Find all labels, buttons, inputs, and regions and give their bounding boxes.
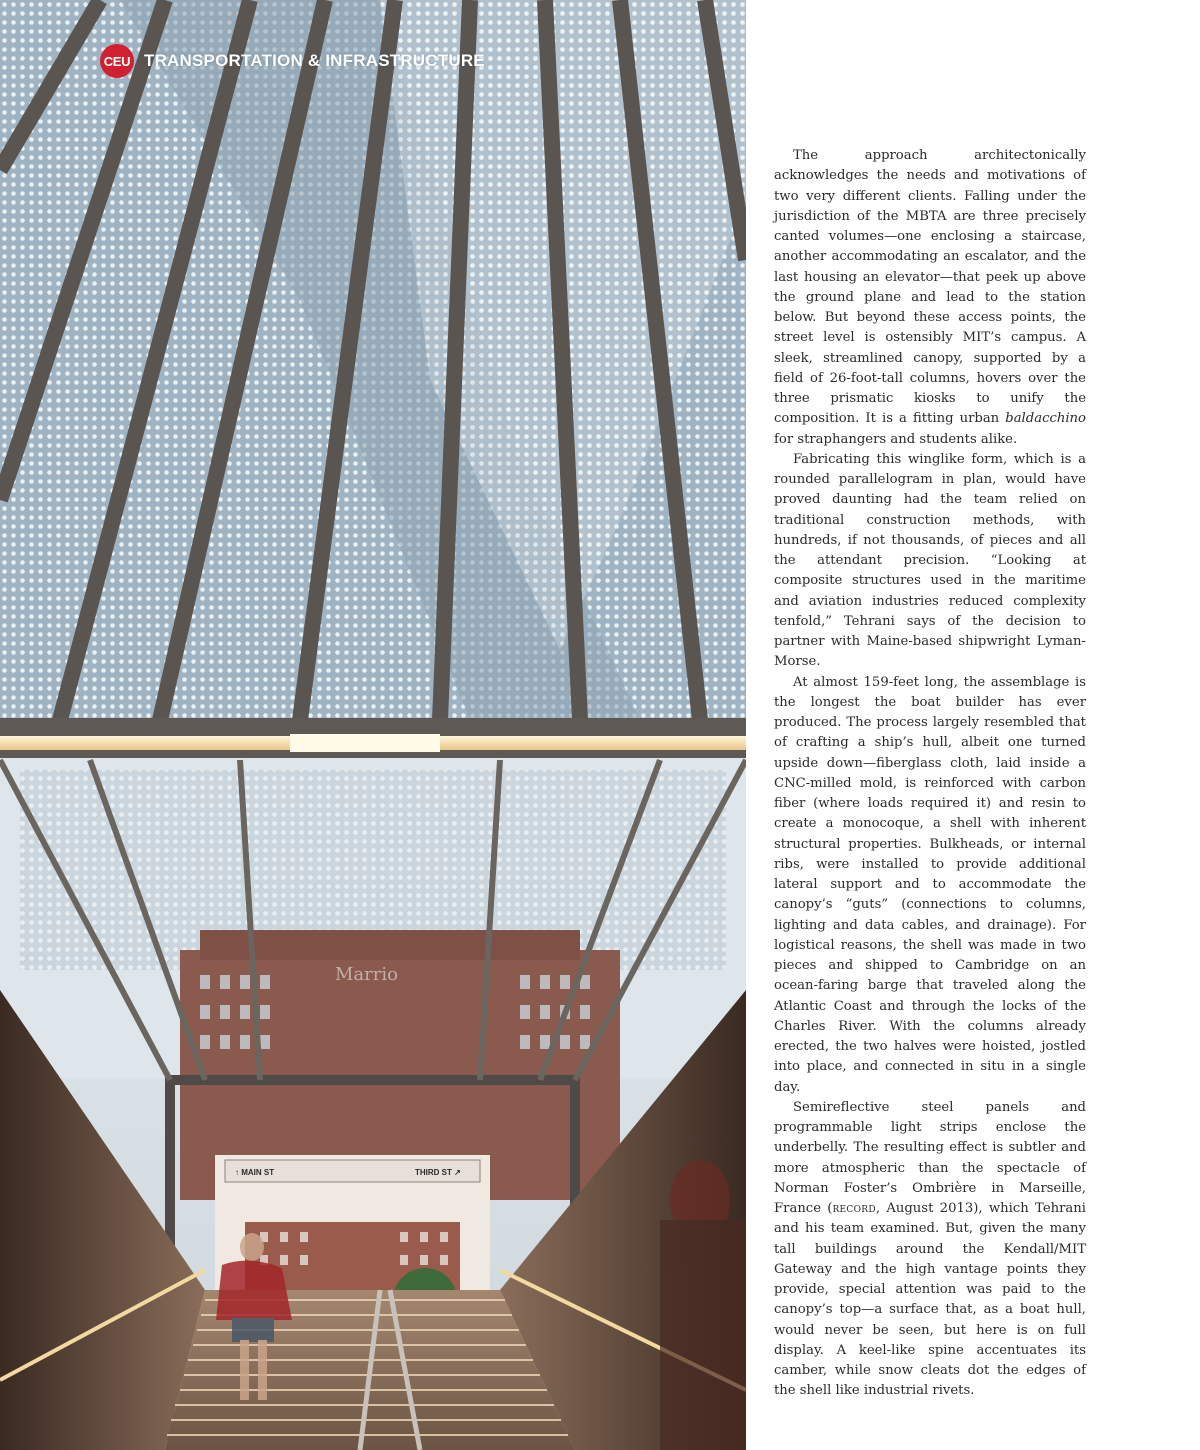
paragraph-2: Fabricating this winglike form, which is a rounded parallelogram in plan, would have proved daunting had the team relied on traditional construction methods, with hundreds, if not thousands, of pieces and all the attendant precision. “Looking at composite structures used in the maritime and aviation industries reduced complexity tenfold,” Tehrani says of the decision to partner with Maine-based shipwright Lyman-Morse. — [774, 451, 1086, 670]
ceu-badge: CEU — [100, 44, 134, 78]
section-title: TRANSPORTATION & INFRASTRUCTURE — [144, 51, 485, 70]
italic-term: baldacchino — [1005, 411, 1086, 427]
building-sign: Marrio — [335, 964, 398, 985]
section-header — [100, 44, 485, 78]
paragraph-1: The approach architectonically acknowledges the needs and motivations of two very different clients. Falling under the jurisdiction of the MBTA are three precisely canted volumes—one enclosing a staircase, another accommodating an escalator, and the last housing an elevator—that peek up above the ground plane and lead to the station below. But beyond these access points, the street level is ostensibly MIT’s campus. A sleek, streamlined canopy, supported by a field of 26-foot-tall columns, hovers over the three prismatic kiosks to unify the composition. It is a fitting urban baldacchino for straphangers and students alike. — [774, 148, 1086, 447]
sign-third-st: THIRD ST ↗ — [415, 1168, 461, 1177]
article-body — [774, 146, 1086, 1402]
paragraph-3: At almost 159-feet long, the assemblage is the longest the boat builder has ever produced. The process largely resembled that of crafting a ship’s hull, albeit one turned upside down—fiberglass cloth, laid inside a CNC-milled mold, is reinforced with carbon fiber (where loads required it) and resin to create a monocoque, a shell with inherent structural properties. Bulkheads, or internal ribs, were installed to provide additional lateral support and to accommodate the canopy’s “guts” (connections to columns, lighting and data cables, and drainage). For logistical reasons, the shell was made in two pieces and shipped to Cambridge on an ocean-faring barge that traveled along the Atlantic Coast and through the locks of the Charles River. With the columns already erected, the two halves were hoisted, jostled into place, and connected in situ in a single day. — [774, 674, 1086, 1095]
paragraph-4: Semireflective steel panels and programmable light strips enclose the underbelly. The resulting effect is subtler and more atmospheric than the spectacle of Norman Foster’s Ombrière in Marseille, France (record, August 2013), which Tehrani and his team examined. But, given the many tall buildings around the Kendall/MIT Gateway and the high vantage points they provide, special attention was paid to the canopy’s top—a surface that, as a boat hull, would never be seen, but here is on full display. A keel-like spine accentuates its camber, while snow cleats dot the edges of the shell like industrial rivets. — [774, 1099, 1086, 1399]
sign-main-st: ↑ MAIN ST — [235, 1168, 275, 1177]
publication-name: record — [832, 1201, 876, 1216]
